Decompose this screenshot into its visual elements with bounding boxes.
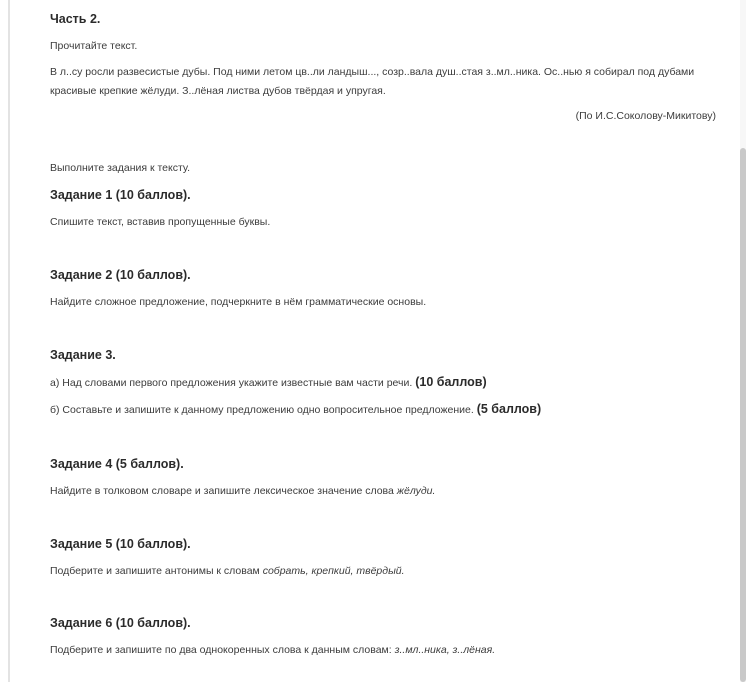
task6-text: Подберите и запишите по два однокоренных слова к данным словам: — [50, 644, 392, 656]
task4-line — [50, 485, 435, 497]
task4-text: Найдите в толковом словаре и запишите лексическое значение слова — [50, 485, 394, 497]
task3-item-b — [50, 402, 541, 416]
task5-text: Подберите и запишите антонимы к словам — [50, 565, 260, 577]
part-title: Часть 2. — [50, 12, 101, 26]
task2-text: Найдите сложное предложение, подчеркните в нём грамматические основы. — [50, 296, 427, 308]
instruction-read: Прочитайте текст. — [50, 40, 138, 52]
task5-title: Задание 5 (10 баллов). — [50, 537, 191, 551]
task1-title: Задание 1 (10 баллов). — [50, 188, 191, 202]
task1-text: Спишите текст, вставив пропущенные буквы. — [50, 216, 271, 228]
scrollbar-track[interactable] — [740, 0, 746, 682]
task3-item-b-text: б) Составьте и запишите к данному предложению одно вопросительное предложение. — [50, 404, 474, 416]
task6-line — [50, 644, 495, 656]
page-left-border — [8, 0, 10, 682]
task5-words: собрать, крепкий, твёрдый. — [262, 565, 405, 577]
task3-title: Задание 3. — [50, 348, 116, 362]
task3-item-a-points: (10 баллов) — [415, 375, 487, 389]
passage-text: В л..су росли развесистые дубы. Под ними летом цв..ли ландыш..., созр..вала душ..стая з..мл..ника. Ос..нью я собирал под дубами красивые крепкие жёлуди. З..лёная листва дубов твёрдая и упругая. — [50, 66, 695, 97]
task6-title: Задание 6 (10 баллов). — [50, 616, 191, 630]
task4-word: жёлуди. — [396, 485, 436, 497]
task2-title: Задание 2 (10 баллов). — [50, 268, 191, 282]
task3-item-b-points: (5 баллов) — [476, 402, 542, 416]
task5-line — [50, 565, 405, 577]
instruction-tasks: Выполните задания к тексту. — [50, 162, 191, 174]
passage-attribution: (По И.С.Соколову-Микитову) — [575, 110, 716, 122]
scrollbar-thumb[interactable] — [740, 148, 746, 682]
task6-words: з..мл..ника, з..лёная. — [394, 644, 496, 656]
task3-item-a-text: а) Над словами первого предложения укажите известные вам части речи. — [50, 377, 413, 389]
task3-item-a — [50, 375, 487, 389]
task4-title: Задание 4 (5 баллов). — [50, 457, 184, 471]
